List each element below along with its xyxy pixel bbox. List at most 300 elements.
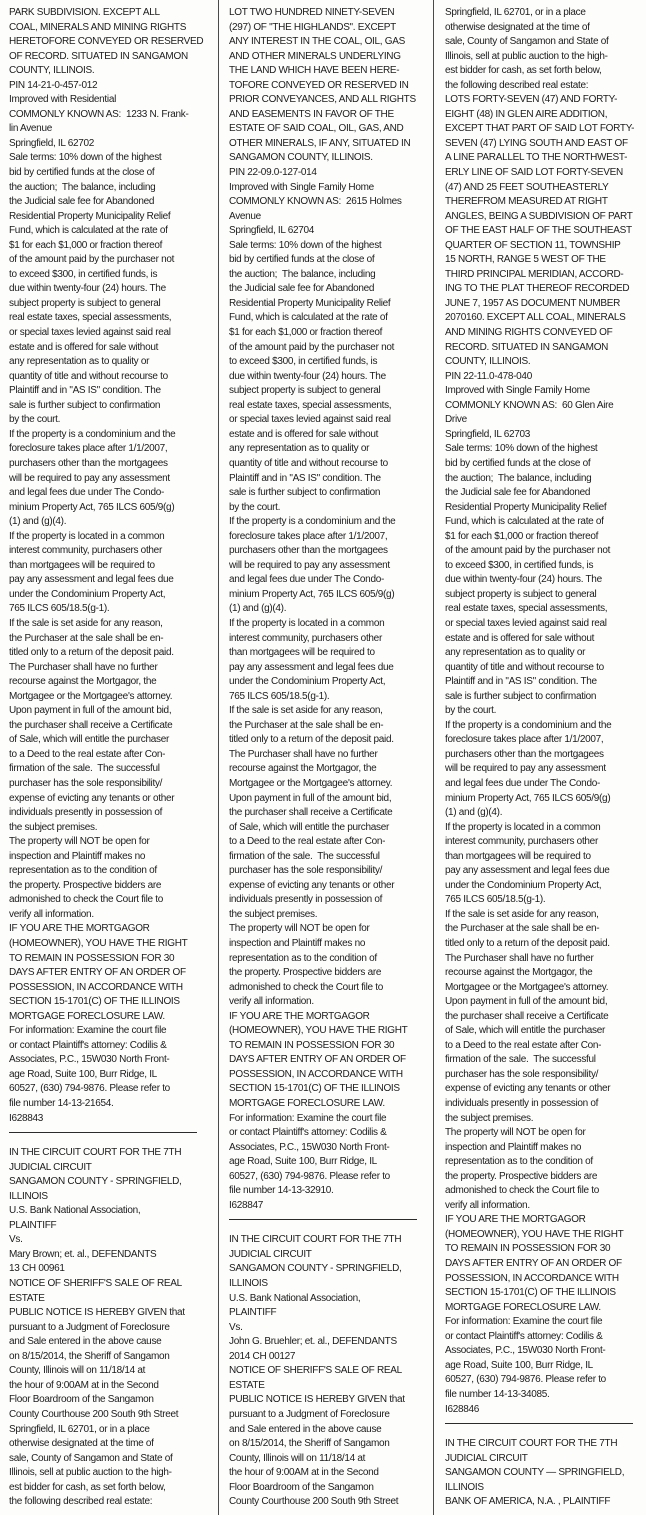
text-line: ESTATE OF SAID COAL, OIL, GAS, AND (229, 123, 404, 135)
text-line: pay any assessment and legal fees due (445, 865, 610, 877)
text-line: the Purchaser at the sale shall be en- (445, 923, 600, 935)
text-line: County, Illinois will on 11/18/14 at (229, 1452, 366, 1464)
text-line: Residential Property Municipality Relief (9, 210, 171, 222)
text-line: OF RECORD. SITUATED IN SANGAMON (9, 50, 188, 62)
text-line: PUBLIC NOTICE IS HEREBY GIVEN that (9, 1307, 185, 1319)
text-line: the Purchaser at the sale shall be en- (9, 632, 164, 644)
text-line: PIN 22-11.0-478-040 (445, 370, 532, 382)
text-line: If the property is located in a common (229, 617, 385, 629)
text-line: SANGAMON COUNTY - SPRINGFIELD, (229, 1263, 402, 1275)
text-line: of the amount paid by the purchaser not (9, 254, 175, 266)
text-line: estate and is offered for sale without (9, 341, 159, 353)
text-line: the auction; The balance, including (445, 472, 592, 484)
section-divider (445, 1423, 633, 1424)
text-line: the Purchaser at the sale shall be en- (229, 719, 384, 731)
text-line: by the court. (9, 414, 61, 426)
text-line: any representation as to quality or (9, 356, 150, 368)
text-line: file number 14-13-21654. (9, 1098, 114, 1110)
text-line: or contact Plaintiff's attorney: Codilis & (9, 1039, 167, 1051)
text-line: Improved with Single Family Home (229, 181, 374, 193)
text-line: due within twenty-four (24) hours. The (445, 574, 602, 586)
text-line: purchasers other than the mortgagees (229, 545, 388, 557)
text-line: to exceed $300, in certified funds, is (9, 268, 158, 280)
text-line: the purchaser shall receive a Certificate (229, 807, 393, 819)
text-line: ILLINOIS (445, 1481, 484, 1493)
text-line: MORTGAGE FORECLOSURE LAW. (445, 1301, 601, 1313)
text-line: sale is further subject to confirmation (445, 690, 597, 702)
text-line: the hour of 9:00AM at in the Second (9, 1379, 159, 1391)
text-line: JUDICIAL CIRCUIT (229, 1248, 312, 1260)
text-line: AND EASEMENTS IN FAVOR OF THE (229, 108, 394, 120)
text-line: minium Property Act, 765 ILCS 605/9(g) (445, 792, 611, 804)
text-line: The Purchaser shall have no further (445, 952, 594, 964)
text-line: than mortgagees will be required to (9, 559, 155, 571)
text-line: OF THE EAST HALF OF THE SOUTHEAST (445, 225, 632, 237)
text-line: Mortgagee or the Mortgagee's attorney. (9, 690, 173, 702)
text-line: by the court. (445, 705, 497, 717)
text-line: Mortgagee or the Mortgagee's attorney. (229, 777, 393, 789)
text-line: 765 ILCS 605/18.5(g-1). (445, 894, 546, 906)
text-line: real estate taxes, special assessments, (445, 603, 608, 615)
text-line: expense of evicting any tenants or other (9, 792, 175, 804)
text-line: (47) AND 25 FEET SOUTHEASTERLY (445, 181, 609, 193)
text-line: by the court. (229, 501, 281, 513)
text-line: I628846 (445, 1403, 480, 1415)
text-line: PUBLIC NOTICE IS HEREBY GIVEN that (229, 1394, 405, 1406)
text-line: BANK OF AMERICA, N.A. , PLAINTIFF (445, 1496, 611, 1508)
text-line: due within twenty-four (24) hours. The (9, 283, 166, 295)
text-line: representation as to the condition of (229, 952, 377, 964)
text-line: or contact Plaintiff's attorney: Codilis & (229, 1127, 387, 1139)
text-line: purchaser has the sole responsibility/ (229, 865, 383, 877)
text-line: ILLINOIS (9, 1190, 48, 1202)
text-line: expense of evicting any tenants or other (229, 879, 395, 891)
text-line: foreclosure takes place after 1/1/2007, (9, 443, 168, 455)
text-line: bid by certified funds at the close of (9, 167, 155, 179)
text-line: and legal fees due under The Condo- (229, 574, 384, 586)
text-line: due within twenty-four (24) hours. The (229, 370, 386, 382)
text-line: and legal fees due under The Condo- (9, 487, 164, 499)
text-line: minium Property Act, 765 ILCS 605/9(g) (9, 501, 175, 513)
text-line: on 8/15/2014, the Sheriff of Sangamon (229, 1438, 390, 1450)
text-line: Mary Brown; et. al., DEFENDANTS (9, 1248, 157, 1260)
text-line: I628847 (229, 1199, 264, 1211)
text-line: the property. Prospective bidders are (229, 967, 382, 979)
text-line: Upon payment in full of the amount bid, (9, 705, 172, 717)
text-line: subject property is subject to general (229, 385, 381, 397)
text-line: ANGLES, BEING A SUBDIVISION OF PART (445, 210, 633, 222)
text-line: U.S. Bank National Association, (9, 1205, 141, 1217)
text-line: (HOMEOWNER), YOU HAVE THE RIGHT (229, 1025, 408, 1037)
text-line: titled only to a return of the deposit paid. (9, 647, 174, 659)
text-line: age Road, Suite 100, Burr Ridge, IL (445, 1359, 593, 1371)
text-line: the Judicial sale fee for Abandoned (445, 487, 591, 499)
text-line: titled only to a return of the deposit paid. (229, 734, 394, 746)
text-line: For information: Examine the court file (445, 1316, 603, 1328)
text-line: verify all information. (229, 996, 314, 1008)
text-line: or special taxes levied against said real (9, 327, 171, 339)
text-line: If the sale is set aside for any reason, (9, 617, 163, 629)
text-line: otherwise designated at the time of (9, 1438, 154, 1450)
text-line: John G. Bruehler; et. al., DEFENDANTS (229, 1336, 397, 1348)
text-line: PRIOR CONVEYANCES, AND ALL RIGHTS (229, 94, 416, 106)
text-line: Illinois, sell at public auction to the high- (445, 50, 608, 62)
text-line: EIGHT (48) IN GLEN AIRE ADDITION, (445, 108, 608, 120)
text-line: of Sale, which will entitle the purchaser (9, 734, 170, 746)
text-line: IF YOU ARE THE MORTGAGOR (9, 923, 150, 935)
text-line: Floor Boardroom of the Sangamon (229, 1481, 374, 1493)
section-divider (229, 1219, 417, 1220)
text-line: quantity of title and without recourse to (9, 370, 168, 382)
text-line: COMMONLY KNOWN AS: 2615 Holmes (229, 196, 402, 208)
text-line: LOTS FORTY-SEVEN (47) AND FORTY- (445, 94, 618, 106)
text-line: IN THE CIRCUIT COURT FOR THE 7TH (229, 1234, 402, 1246)
text-line: If the sale is set aside for any reason, (445, 908, 599, 920)
text-line: individuals presently in possession of (445, 1098, 599, 1110)
text-line: of Sale, which will entitle the purchaser (445, 1025, 606, 1037)
text-line: pay any assessment and legal fees due (229, 661, 394, 673)
text-line: quantity of title and without recourse to (445, 661, 604, 673)
text-line: purchasers other than the mortgagees (445, 748, 604, 760)
text-line: ESTATE (229, 1379, 265, 1391)
text-line: Fund, which is calculated at the rate of (229, 312, 388, 324)
text-line: or special taxes levied against said real (229, 414, 391, 426)
text-line: the hour of 9:00AM at in the Second (229, 1467, 379, 1479)
text-line: 2070160. EXCEPT ALL COAL, MINERALS (445, 312, 626, 324)
text-line: The Purchaser shall have no further (229, 748, 378, 760)
text-line: representation as to the condition of (9, 865, 157, 877)
text-line: or special taxes levied against said real (445, 617, 607, 629)
text-line: Springfield, IL 62701, or in a place (9, 1423, 150, 1435)
text-line: admonished to check the Court file to (229, 981, 383, 993)
text-line: Residential Property Municipality Relief (229, 297, 391, 309)
text-line: Vs. (9, 1234, 23, 1246)
text-line: will be required to pay any assessment (9, 472, 170, 484)
text-line: U.S. Bank National Association, (229, 1292, 361, 1304)
text-line: AND OTHER MINERALS UNDERLYING (229, 50, 401, 62)
text-line: individuals presently in possession of (9, 807, 163, 819)
text-line: For information: Examine the court file (9, 1025, 167, 1037)
text-line: estate and is offered for sale without (445, 632, 595, 644)
text-line: JUDICIAL CIRCUIT (445, 1452, 528, 1464)
text-line: purchaser has the sole responsibility/ (445, 1068, 599, 1080)
text-line: SECTION 15-1701(C) OF THE ILLINOIS (229, 1083, 400, 1095)
text-line: than mortgagees will be required to (229, 647, 375, 659)
text-line: interest community, purchasers other (445, 836, 598, 848)
section-divider (9, 1132, 197, 1133)
text-line: The property will NOT be open for (229, 923, 370, 935)
text-line: SANGAMON COUNTY, ILLINOIS. (229, 152, 373, 164)
text-line: titled only to a return of the deposit paid. (445, 938, 610, 949)
text-line: PARK SUBDIVISION. EXCEPT ALL (9, 7, 160, 18)
text-line: and legal fees due under The Condo- (445, 777, 600, 789)
text-line: (1) and (g)(4). (9, 516, 67, 528)
text-line: If the property is a condominium and the (229, 516, 396, 528)
text-line: Vs. (229, 1321, 243, 1333)
text-line: Improved with Single Family Home (445, 385, 590, 397)
text-line: The property will NOT be open for (9, 836, 150, 848)
text-line: 60527, (630) 794-9876. Please refer to (229, 1170, 390, 1182)
text-line: pay any assessment and legal fees due (9, 574, 174, 586)
text-line: QUARTER OF SECTION 11, TOWNSHIP (445, 239, 621, 251)
text-line: COUNTY, ILLINOIS. (9, 65, 95, 77)
text-line: TO REMAIN IN POSSESSION FOR 30 (229, 1039, 395, 1051)
text-line: est bidder for cash, as set forth below, (9, 1481, 166, 1493)
text-line: to exceed $300, in certified funds, is (229, 356, 378, 368)
text-line: PLAINTIFF (229, 1307, 277, 1319)
text-line: recourse against the Mortgagor, the (9, 676, 157, 688)
text-line: to exceed $300, in certified funds, is (445, 559, 594, 571)
text-line: under the Condominium Property Act, (9, 588, 166, 600)
text-line: admonished to check the Court file to (9, 894, 163, 906)
text-line: the property. Prospective bidders are (445, 1170, 598, 1182)
text-line: Upon payment in full of the amount bid, (229, 792, 392, 804)
text-line: (HOMEOWNER), YOU HAVE THE RIGHT (9, 938, 188, 949)
text-line: Floor Boardroom of the Sangamon (9, 1394, 154, 1406)
text-line: expense of evicting any tenants or other (445, 1083, 611, 1095)
text-line: Residential Property Municipality Relief (445, 501, 607, 513)
text-line: SECTION 15-1701(C) OF THE ILLINOIS (9, 996, 180, 1008)
text-line: THIRD PRINCIPAL MERIDIAN, ACCORD- (445, 268, 624, 280)
text-line: admonished to check the Court file to (445, 1185, 599, 1197)
text-line: AND MINING RIGHTS CONVEYED OF (445, 327, 613, 339)
text-line: the following described real estate: (445, 79, 589, 91)
text-line: TO REMAIN IN POSSESSION FOR 30 (445, 1243, 611, 1255)
text-line: will be required to pay any assessment (229, 559, 390, 571)
text-line: EXCEPT THAT PART OF SAID LOT FORTY- (445, 123, 635, 135)
text-line: I628843 (9, 1112, 44, 1124)
text-line: MORTGAGE FORECLOSURE LAW. (229, 1098, 385, 1110)
text-line: MORTGAGE FORECLOSURE LAW. (9, 1010, 165, 1022)
text-line: County, Illinois will on 11/18/14 at (9, 1365, 146, 1377)
text-line: purchasers other than the mortgagees (9, 457, 168, 469)
text-line: the Judicial sale fee for Abandoned (9, 196, 155, 208)
text-line: Sale terms: 10% down of the highest (229, 239, 382, 251)
text-line: Plaintiff and in "AS IS" condition. The (445, 676, 597, 688)
text-line: age Road, Suite 100, Burr Ridge, IL (229, 1156, 377, 1168)
text-line: individuals presently in possession of (229, 894, 383, 906)
notice-column-2 (229, 6, 437, 1510)
text-line: the subject premises. (229, 908, 318, 920)
text-line: IF YOU ARE THE MORTGAGOR (445, 1214, 586, 1226)
text-line: If the property is a condominium and the (445, 719, 612, 731)
text-line: real estate taxes, special assessments, (9, 312, 172, 324)
column-rule-2 (433, 0, 434, 1515)
text-line: Associates, P.C., 15W030 North Front- (229, 1141, 390, 1153)
text-line: verify all information. (445, 1199, 530, 1211)
text-line: the property. Prospective bidders are (9, 879, 162, 891)
text-line: DAYS AFTER ENTRY OF AN ORDER OF (229, 1054, 406, 1066)
text-line: Springfield, IL 62701, or in a place (445, 7, 586, 18)
text-line: PIN 22-09.0-127-014 (229, 167, 317, 179)
text-line: DAYS AFTER ENTRY OF AN ORDER OF (9, 967, 186, 979)
text-line: subject property is subject to general (445, 588, 597, 600)
text-line: 2014 CH 00127 (229, 1350, 296, 1362)
text-line: Springfield, IL 62703 (445, 428, 531, 440)
text-line: Plaintiff and in "AS IS" condition. The (9, 385, 161, 397)
text-line: PLAINTIFF (9, 1219, 57, 1231)
text-line: interest community, purchasers other (229, 632, 382, 644)
text-line: Fund, which is calculated at the rate of (445, 516, 604, 528)
notice-column-1 (9, 6, 217, 1510)
text-line: subject property is subject to general (9, 297, 161, 309)
text-line: NOTICE OF SHERIFF'S SALE OF REAL (9, 1278, 182, 1290)
text-line: sale is further subject to confirmation (9, 399, 161, 411)
text-line: will be required to pay any assessment (445, 763, 606, 775)
text-line: Plaintiff and in "AS IS" condition. The (229, 472, 381, 484)
text-line: 60527, (630) 794-9876. Please refer to (9, 1083, 170, 1095)
text-line: Springfield, IL 62704 (229, 225, 315, 237)
text-line: Avenue (229, 210, 261, 222)
text-line: (1) and (g)(4). (229, 603, 287, 615)
text-line: POSSESSION, IN ACCORDANCE WITH (9, 981, 183, 993)
text-line: bid by certified funds at the close of (229, 254, 375, 266)
text-line: sale is further subject to confirmation (229, 487, 381, 499)
text-line: 765 ILCS 605/18.5(g-1). (229, 690, 330, 702)
text-line: under the Condominium Property Act, (229, 676, 386, 688)
text-line: inspection and Plaintiff makes no (445, 1141, 582, 1153)
text-line: file number 14-13-32910. (229, 1185, 334, 1197)
text-line: TOFORE CONVEYED OR RESERVED IN (229, 79, 409, 91)
text-line: Associates, P.C., 15W030 North Front- (9, 1054, 170, 1066)
text-line: IF YOU ARE THE MORTGAGOR (229, 1010, 370, 1022)
text-line: firmation of the sale. The successful (9, 763, 160, 775)
text-line: COUNTY, ILLINOIS. (445, 356, 531, 368)
text-line: SECTION 15-1701(C) OF THE ILLINOIS (445, 1287, 616, 1299)
text-line: pursuant to a Judgment of Foreclosure (9, 1321, 170, 1333)
text-line: sale, County of Sangamon and State of (9, 1452, 173, 1464)
text-line: to a Deed to the real estate after Con- (445, 1039, 602, 1051)
text-line: County Courthouse 200 South 9th Street (229, 1496, 399, 1508)
text-line: IN THE CIRCUIT COURT FOR THE 7TH (445, 1438, 618, 1450)
text-line: to a Deed to the real estate after Con- (229, 836, 386, 848)
text-line: on 8/15/2014, the Sheriff of Sangamon (9, 1350, 170, 1362)
text-line: est bidder for cash, as set forth below, (445, 65, 602, 77)
text-line: Illinois, sell at public auction to the high- (9, 1467, 172, 1479)
text-line: 15 NORTH, RANGE 5 WEST OF THE (445, 254, 606, 266)
text-line: POSSESSION, IN ACCORDANCE WITH (229, 1068, 403, 1080)
text-line: Sale terms: 10% down of the highest (9, 152, 162, 164)
text-line: sale, County of Sangamon and State of (445, 36, 609, 48)
text-line: firmation of the sale. The successful (229, 850, 380, 862)
text-line: County Courthouse 200 South 9th Street (9, 1408, 179, 1420)
text-line: verify all information. (9, 908, 94, 920)
text-line: and Sale entered in the above cause (229, 1423, 382, 1435)
text-line: firmation of the sale. The successful (445, 1054, 596, 1066)
text-line: ILLINOIS (229, 1278, 268, 1290)
notice-column-3 (445, 6, 646, 1510)
text-line: (HOMEOWNER), YOU HAVE THE RIGHT (445, 1228, 624, 1240)
text-line: any representation as to quality or (229, 443, 370, 455)
text-line: otherwise designated at the time of (445, 21, 590, 33)
text-line: A LINE PARALLEL TO THE NORTHWEST- (445, 152, 628, 164)
text-line: real estate taxes, special assessments, (229, 399, 392, 411)
text-line: quantity of title and without recourse to (229, 457, 388, 469)
text-line: JUNE 7, 1957 AS DOCUMENT NUMBER (445, 297, 621, 309)
text-line: ESTATE (9, 1292, 45, 1304)
text-line: ERLY LINE OF SAID LOT FORTY-SEVEN (445, 167, 623, 179)
text-line: foreclosure takes place after 1/1/2007, (445, 734, 604, 746)
text-line: THE LAND WHICH HAVE BEEN HERE- (229, 65, 400, 77)
text-line: age Road, Suite 100, Burr Ridge, IL (9, 1068, 157, 1080)
text-line: lin Avenue (9, 123, 52, 135)
text-line: DAYS AFTER ENTRY OF AN ORDER OF (445, 1258, 622, 1270)
text-line: If the property is located in a common (9, 530, 165, 542)
text-line: foreclosure takes place after 1/1/2007, (229, 530, 388, 542)
text-line: Fund, which is calculated at the rate of (9, 225, 168, 237)
text-line: $1 for each $1,000 or fraction thereof (9, 239, 163, 251)
text-line: SANGAMON COUNTY - SPRINGFIELD, (9, 1176, 182, 1188)
text-line: $1 for each $1,000 or fraction thereof (229, 327, 383, 339)
text-line: COMMONLY KNOWN AS: 60 Glen Aire (445, 399, 614, 411)
text-line: under the Condominium Property Act, (445, 879, 602, 891)
text-line: THEREFROM MEASURED AT RIGHT (445, 196, 608, 208)
text-line: If the property is a condominium and the (9, 428, 176, 440)
text-line: bid by certified funds at the close of (445, 457, 591, 469)
text-line: COMMONLY KNOWN AS: 1233 N. Frank- (9, 108, 189, 120)
text-line: representation as to the condition of (445, 1156, 593, 1168)
text-line: PIN 14-21-0-457-012 (9, 79, 98, 91)
text-line: HERETOFORE CONVEYED OR RESERVED (9, 36, 204, 48)
text-line: of the amount paid by the purchaser not (229, 341, 395, 353)
text-line: of Sale, which will entitle the purchaser (229, 821, 390, 833)
text-line: Mortgagee or the Mortgagee's attorney. (445, 981, 609, 993)
text-line: Sale terms: 10% down of the highest (445, 443, 598, 455)
text-line: LOT TWO HUNDRED NINETY-SEVEN (229, 7, 395, 18)
text-line: 60527, (630) 794-9876. Please refer to (445, 1374, 606, 1386)
text-line: IN THE CIRCUIT COURT FOR THE 7TH (9, 1147, 182, 1159)
text-line: the purchaser shall receive a Certificate (445, 1010, 609, 1022)
text-line: the Judicial sale fee for Abandoned (229, 283, 375, 295)
text-line: the auction; The balance, including (9, 181, 156, 193)
text-line: the auction; The balance, including (229, 268, 376, 280)
text-line: JUDICIAL CIRCUIT (9, 1161, 92, 1173)
text-line: and Sale entered in the above cause (9, 1336, 162, 1348)
text-line: purchaser has the sole responsibility/ (9, 777, 163, 789)
text-line: to a Deed to the real estate after Con- (9, 748, 166, 760)
text-line: inspection and Plaintiff makes no (229, 938, 366, 949)
text-line: NOTICE OF SHERIFF'S SALE OF REAL (229, 1365, 402, 1377)
text-line: COAL, MINERALS AND MINING RIGHTS (9, 21, 187, 33)
text-line: ING TO THE PLAT THEREOF RECORDED (445, 283, 630, 295)
text-line: or contact Plaintiff's attorney: Codilis & (445, 1330, 603, 1342)
text-line: file number 14-13-34085. (445, 1388, 550, 1400)
text-line: interest community, purchasers other (9, 545, 162, 557)
text-line: SEVEN (47) LYING SOUTH AND EAST OF (445, 137, 628, 149)
text-line: The Purchaser shall have no further (9, 661, 158, 673)
text-line: SANGAMON COUNTY — SPRINGFIELD, (445, 1467, 625, 1479)
text-line: Associates, P.C., 15W030 North Front- (445, 1345, 606, 1357)
text-line: Improved with Residential (9, 94, 116, 106)
text-line: (1) and (g)(4). (445, 807, 503, 819)
text-line: OTHER MINERALS, IF ANY, SITUATED IN (229, 137, 411, 149)
text-line: pursuant to a Judgment of Foreclosure (229, 1408, 390, 1420)
text-line: recourse against the Mortgagor, the (229, 763, 377, 775)
text-line: the purchaser shall receive a Certificate (9, 719, 173, 731)
text-line: any representation as to quality or (445, 647, 586, 659)
text-line: Drive (445, 414, 467, 426)
text-line: than mortgagees will be required to (445, 850, 591, 862)
text-line: $1 for each $1,000 or fraction thereof (445, 530, 599, 542)
text-line: the subject premises. (9, 821, 98, 833)
text-line: RECORD. SITUATED IN SANGAMON (445, 341, 609, 353)
text-line: recourse against the Mortgagor, the (445, 967, 593, 979)
text-line: the following described real estate: (9, 1496, 153, 1508)
text-line: Springfield, IL 62702 (9, 137, 95, 149)
text-line: If the sale is set aside for any reason, (229, 705, 383, 717)
text-line: 13 CH 00961 (9, 1263, 65, 1275)
text-line: For information: Examine the court file (229, 1112, 387, 1124)
